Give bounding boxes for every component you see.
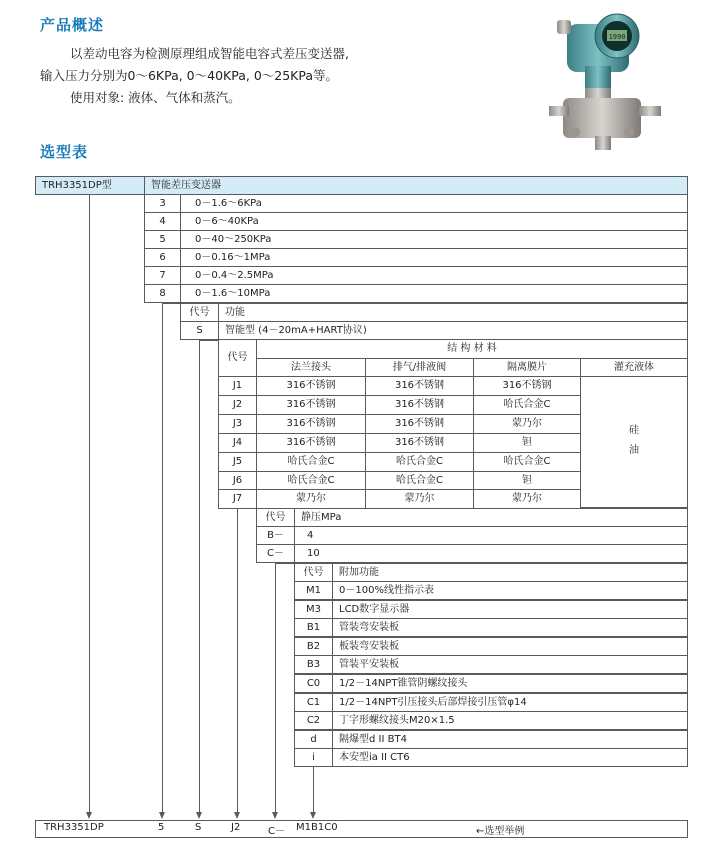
fill-fluid-char-2: 油	[629, 445, 639, 456]
lcd-reading: 1990	[608, 33, 626, 41]
connector-arrow	[159, 812, 165, 819]
connector-tick-material	[237, 508, 256, 509]
range-code: 5	[144, 230, 181, 249]
range-desc: 0－0.16～1MPa	[180, 248, 688, 267]
addon-name-header: 附加功能	[332, 563, 688, 582]
function-desc: 智能型 (4－20mA+HART协议)	[218, 321, 688, 340]
addon-code: C2	[294, 711, 333, 730]
fill-fluid-cell	[580, 376, 688, 508]
intro-line-2: 输入压力分别为0～6KPa, 0～40KPa, 0～25KPa等。	[40, 68, 339, 83]
fill-fluid-char-1: 硅	[629, 425, 639, 436]
connector-tick-function	[199, 340, 218, 341]
addon-code: i	[294, 748, 333, 767]
example-static: C－	[268, 826, 285, 837]
addon-desc: 板装弯安装板	[332, 637, 688, 656]
static-name-header: 静压MPa	[294, 508, 688, 527]
overview-title: 产品概述	[40, 16, 105, 34]
static-desc: 10	[294, 544, 688, 563]
addon-desc: 管装弯安装板	[332, 618, 688, 637]
material-flange: 蒙乃尔	[256, 489, 366, 509]
material-group-header: 结 构 材 料	[256, 339, 688, 359]
material-code: J7	[218, 489, 257, 509]
example-material: J2	[231, 822, 241, 833]
range-desc: 0－0.4～2.5MPa	[180, 266, 688, 285]
material-code: J5	[218, 452, 257, 472]
material-col-fill: 灌充液体	[580, 358, 688, 377]
range-desc: 0－1.6～6KPa	[180, 194, 688, 213]
material-diaphragm: 哈氏合金C	[473, 395, 581, 415]
connector-tick-range	[162, 303, 180, 304]
material-code: J6	[218, 471, 257, 491]
example-function: S	[195, 822, 202, 833]
example-label: ←选型举例	[476, 826, 525, 837]
addon-desc: 本安型ia II CT6	[332, 748, 688, 767]
connector-arrow	[86, 812, 92, 819]
example-addon: M1B1C0	[296, 822, 338, 833]
material-flange: 316不锈钢	[256, 414, 366, 434]
material-col-diaphragm: 隔离膜片	[473, 358, 581, 377]
material-valve: 哈氏合金C	[365, 452, 474, 472]
material-flange: 316不锈钢	[256, 433, 366, 453]
material-code: J1	[218, 376, 257, 396]
material-flange: 316不锈钢	[256, 395, 366, 415]
material-valve: 316不锈钢	[365, 433, 474, 453]
static-code-header: 代号	[256, 508, 295, 527]
selection-title: 选型表	[40, 143, 89, 161]
transmitter-photo	[545, 6, 675, 156]
connector-line-function	[199, 340, 200, 815]
material-valve: 蒙乃尔	[365, 489, 474, 509]
addon-code: C0	[294, 674, 333, 693]
range-code: 6	[144, 248, 181, 267]
material-diaphragm: 钽	[473, 433, 581, 453]
function-name-header: 功能	[218, 303, 688, 322]
material-diaphragm: 蒙乃尔	[473, 414, 581, 434]
connector-line-addon	[313, 767, 314, 815]
addon-code: B1	[294, 618, 333, 637]
addon-desc: LCD数字显示器	[332, 600, 688, 619]
material-valve: 316不锈钢	[365, 395, 474, 415]
material-code: J4	[218, 433, 257, 453]
material-valve: 316不锈钢	[365, 376, 474, 396]
connector-arrow	[234, 812, 240, 819]
static-code: B－	[256, 526, 295, 545]
function-code: S	[180, 321, 219, 340]
range-desc: 0－6～40KPa	[180, 212, 688, 231]
material-diaphragm: 316不锈钢	[473, 376, 581, 396]
addon-code: M1	[294, 581, 333, 600]
static-code: C－	[256, 544, 295, 563]
material-code: J3	[218, 414, 257, 434]
intro-line-1: 以差动电容为检测原理组成智能电容式差压变送器,	[70, 46, 349, 61]
connector-tick-static	[275, 563, 294, 564]
range-code: 3	[144, 194, 181, 213]
material-valve: 哈氏合金C	[365, 471, 474, 491]
addon-desc: 管装平安装板	[332, 655, 688, 674]
connector-arrow	[196, 812, 202, 819]
material-code: J2	[218, 395, 257, 415]
material-flange: 哈氏合金C	[256, 471, 366, 491]
material-flange: 哈氏合金C	[256, 452, 366, 472]
connector-arrow	[272, 812, 278, 819]
material-diaphragm: 哈氏合金C	[473, 452, 581, 472]
addon-code: M3	[294, 600, 333, 619]
addon-desc: 1/2－14NPT锥管阴螺纹接头	[332, 674, 688, 693]
addon-desc: 隔爆型d II BT4	[332, 730, 688, 749]
range-code: 7	[144, 266, 181, 285]
addon-desc: 1/2－14NPT引压接头后部焊接引压管φ14	[332, 693, 688, 712]
example-range: 5	[158, 822, 165, 833]
addon-code: d	[294, 730, 333, 749]
example-model: TRH3351DP	[44, 822, 104, 833]
range-desc: 0－1.6～10MPa	[180, 284, 688, 303]
material-diaphragm: 蒙乃尔	[473, 489, 581, 509]
model-desc-cell: 智能差压变送器	[144, 176, 688, 195]
addon-desc: 0－100%线性指示表	[332, 581, 688, 600]
addon-code: C1	[294, 693, 333, 712]
addon-code-header: 代号	[294, 563, 333, 582]
range-code: 4	[144, 212, 181, 231]
addon-desc: 丁字形螺纹接头M20×1.5	[332, 711, 688, 730]
material-valve: 316不锈钢	[365, 414, 474, 434]
material-diaphragm: 钽	[473, 471, 581, 491]
connector-line-static	[275, 563, 276, 815]
model-cell: TRH3351DP型	[35, 176, 145, 195]
addon-code: B3	[294, 655, 333, 674]
material-code-header: 代号	[218, 339, 257, 377]
range-desc: 0－40～250KPa	[180, 230, 688, 249]
addon-code: B2	[294, 637, 333, 656]
connector-line-range	[162, 303, 163, 815]
connector-line-model	[89, 195, 90, 815]
material-flange: 316不锈钢	[256, 376, 366, 396]
intro-line-3: 使用对象: 液体、气体和蒸汽。	[70, 90, 241, 105]
connector-arrow	[310, 812, 316, 819]
example-row	[35, 820, 688, 838]
function-code-header: 代号	[180, 303, 219, 322]
material-col-flange: 法兰接头	[256, 358, 366, 377]
static-desc: 4	[294, 526, 688, 545]
material-col-valve: 排气/排液阀	[365, 358, 474, 377]
connector-line-material	[237, 508, 238, 815]
range-code: 8	[144, 284, 181, 303]
